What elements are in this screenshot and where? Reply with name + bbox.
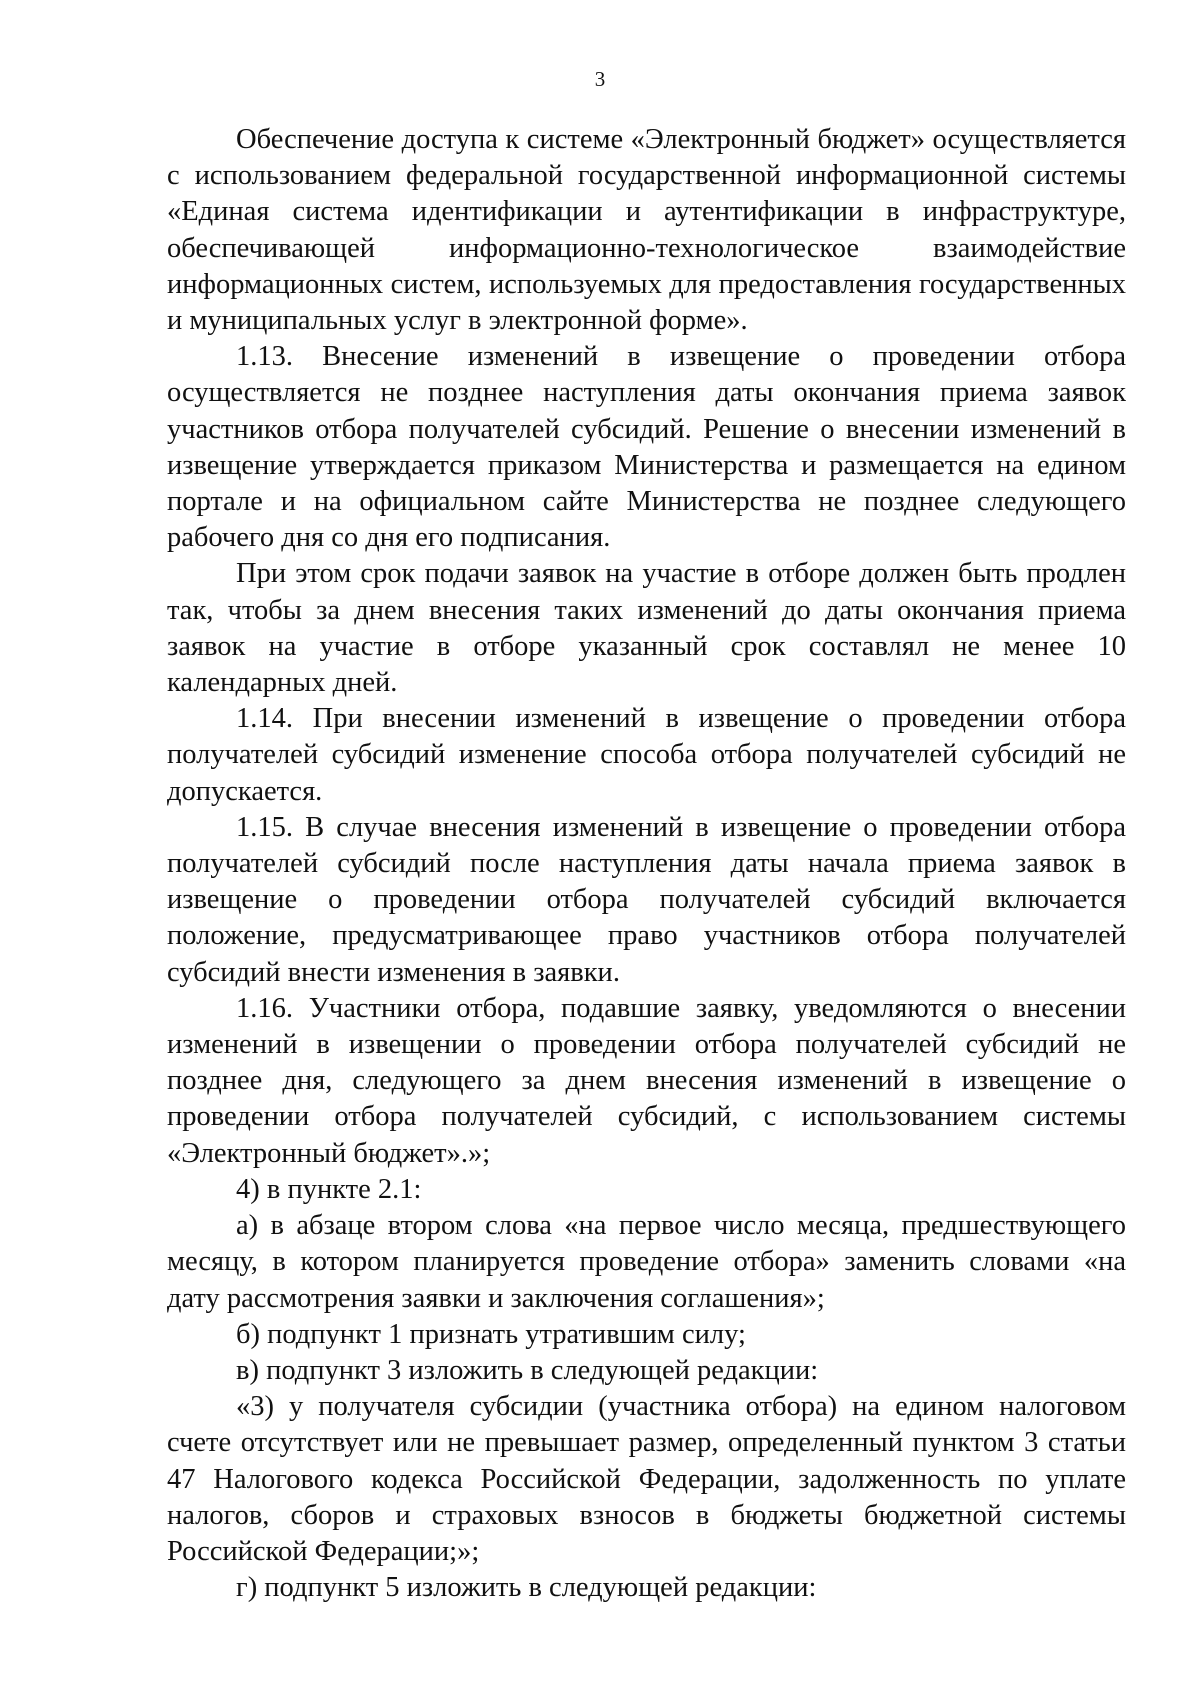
document-body bbox=[167, 122, 1126, 1606]
paragraph-1-13: 1.13. Внесение изменений в извещение о проведении отбора осуществляется не позднее наступления даты окончания приема заявок участников отбора получателей субсидий. Решение о внесении изменений в извещение утверждается приказом Министерства и размещается на едином портале и на официальном сайте Министерства не позднее следующего рабочего дня со дня его подписания. bbox=[167, 341, 1126, 554]
paragraph-1-15: 1.15. В случае внесения изменений в извещение о проведении отбора получателей субсидий после наступления даты начала приема заявок в извещение о проведении отбора получателей субсидий включается положение, предусматривающее право участников отбора получателей субсидий внести изменения в заявки. bbox=[167, 811, 1126, 988]
paragraph-subitem-v: в) подпункт 3 изложить в следующей редакции: bbox=[236, 1354, 819, 1386]
paragraph-subitem-g: г) подпункт 5 изложить в следующей редакции: bbox=[236, 1572, 817, 1604]
paragraph-1-14: 1.14. При внесении изменений в извещение о проведении отбора получателей субсидий изменение способа отбора получателей субсидий не допускается. bbox=[167, 703, 1126, 807]
paragraph-new-subitem-3: «3) у получателя субсидии (участника отбора) на едином налоговом счете отсутствует или не превышает размер, определенный пунктом 3 статьи 47 Налогового кодекса Российской Федерации, задолженность по уплате налогов, сборов и страховых взносов в бюджеты бюджетной системы Российской Федерации;»; bbox=[167, 1391, 1126, 1567]
paragraph-deadline-extension: При этом срок подачи заявок на участие в отборе должен быть продлен так, чтобы за днем внесения таких изменений до даты окончания приема заявок на участие в отборе указанный срок составлял не менее 10 календарных дней. bbox=[167, 558, 1126, 699]
paragraph-1-16: 1.16. Участники отбора, подавшие заявку, уведомляются о внесении изменений в извещении о проведении отбора получателей субсидий не позднее дня, следующего за днем внесения изменений в извещение о проведении отбора получателей субсидий, с использованием системы «Электронный бюджет».»; bbox=[167, 992, 1126, 1169]
page-number: 3 bbox=[594, 67, 606, 91]
paragraph-item-4: 4) в пункте 2.1: bbox=[236, 1173, 422, 1205]
paragraph-subitem-a: а) в абзаце втором слова «на первое число месяца, предшествующего месяцу, в котором планируется проведение отбора» заменить словами «на дату рассмотрения заявки и заключения соглашения»; bbox=[167, 1210, 1126, 1314]
paragraph-esia-access: Обеспечение доступа к системе «Электронный бюджет» осуществляется с использованием федеральной государственной информационной системы «Единая система идентификации и аутентификации в инфраструктуре, обеспечивающей информационно-технологическое взаимодействие информационных систем, используемых для предоставления государственных и муниципальных услуг в электронной форме». bbox=[167, 124, 1126, 337]
paragraph-subitem-b: б) подпункт 1 признать утратившим силу; bbox=[236, 1318, 746, 1350]
